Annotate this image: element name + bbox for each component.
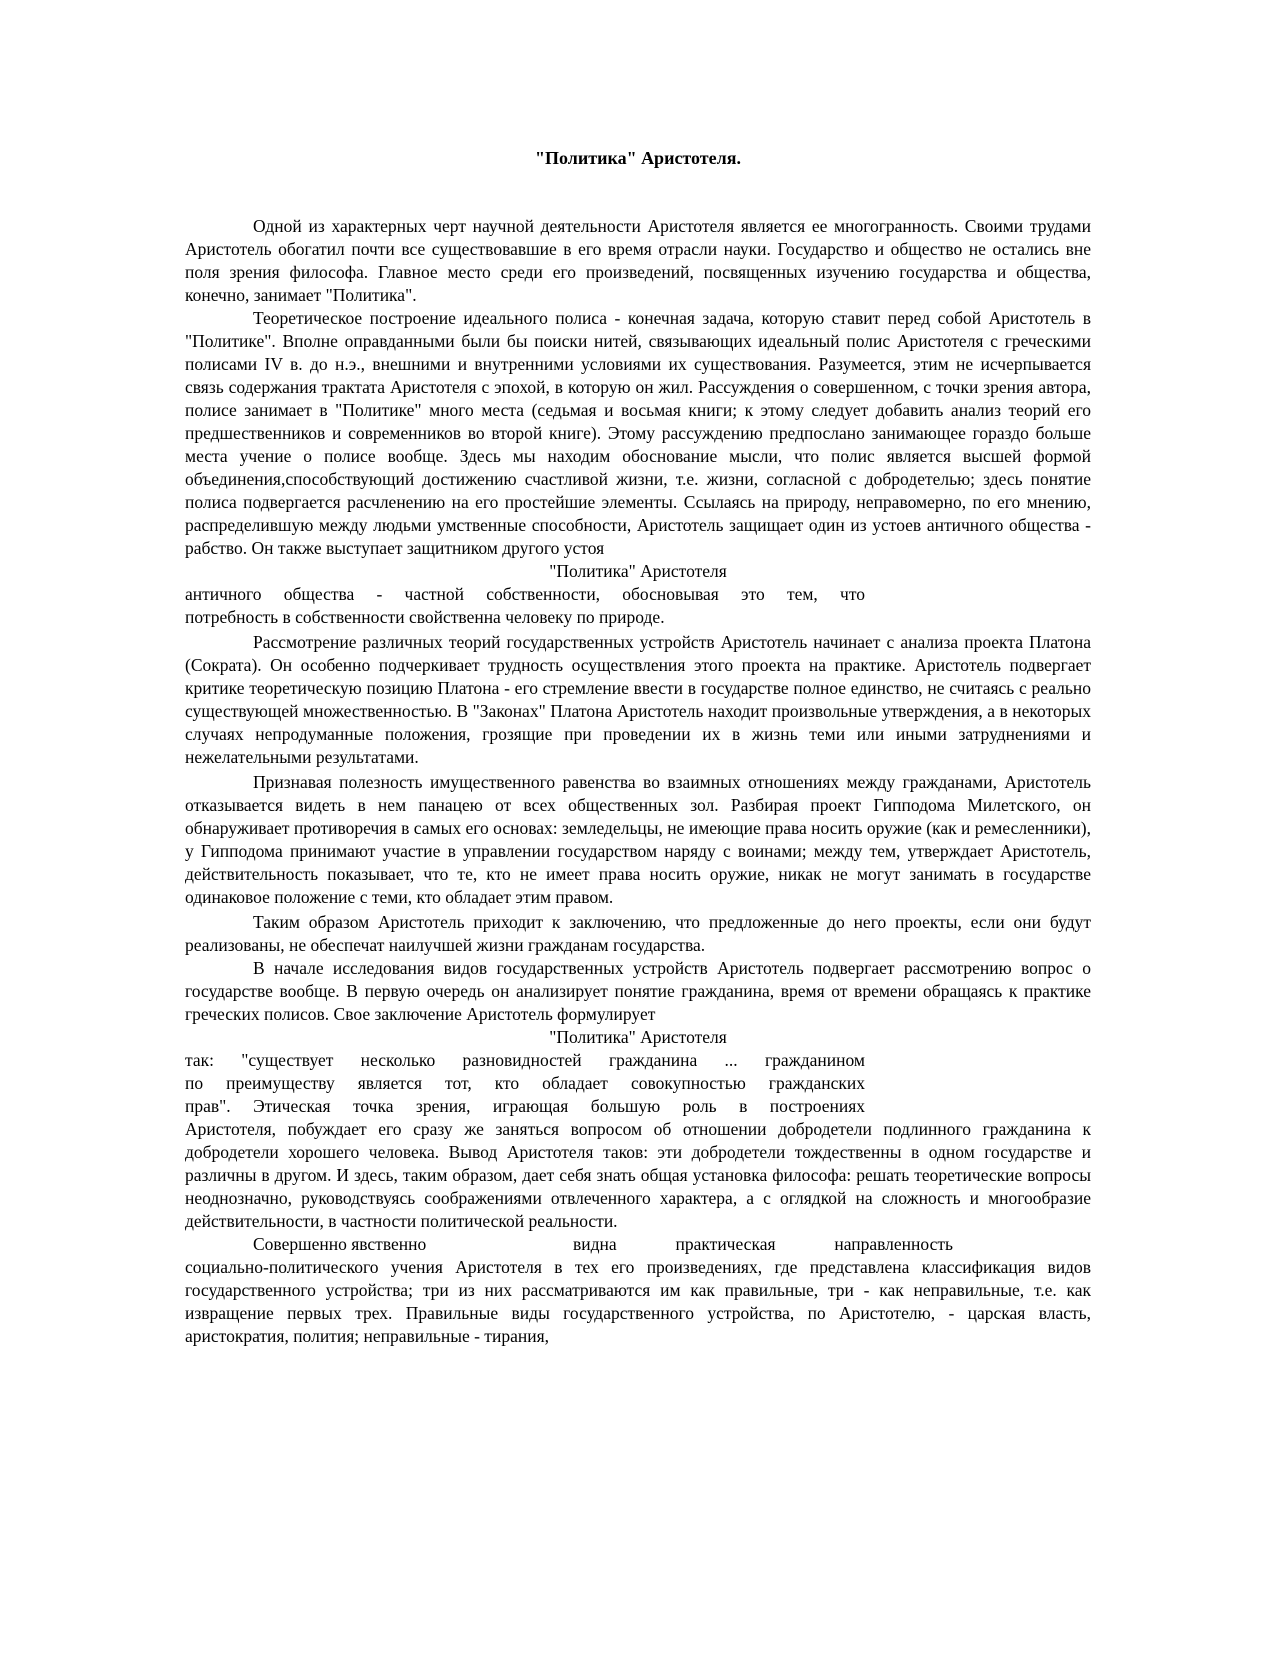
paragraph-6-continuation: Аристотеля, побуждает его сразу же заняться вопросом об отношении добродетели подлинного гражданина к добродетели хорошего человека. Вывод Аристотеля таков: эти добродетели тождественны в одном государстве и различны в другом. И здесь, таким образом, дает себя знать общая установка философа: решать теоретические вопросы неоднозначно, руководствуясь соображениями отвлеченного характера, а с оглядкой на сложность и многообразие действительности, в частности политической реальности. bbox=[185, 1119, 1091, 1231]
paragraph-3: Рассмотрение различных теорий государственных устройств Аристотель начинает с анализа проекта Платона (Сократа). Он особенно подчеркивает трудность осуществления этого проекта на практике. Аристотель подвергает критике теоретическую позицию Платона - его стремление ввести в государстве полное единство, не считаясь с реально существующей множественностью. В "Законах" Платона Аристотель находит произвольные утверждения, а в некоторых случаях непродуманные положения, грозящие при проведении их в жизнь теми или иными затруднениями и нежелательными результатами. bbox=[185, 632, 1091, 767]
paragraph-7-first-line bbox=[185, 1233, 1091, 1256]
paragraph-5: Таким образом Аристотель приходит к заключению, что предложенные до него проекты, если они будут реализованы, не обеспечат наилучшей жизни гражданам государства. bbox=[185, 912, 1091, 955]
document-body bbox=[185, 215, 1091, 1348]
paragraph-6-continuation-line-1: так: "существует несколько разновидностей гражданина ... гражданином bbox=[185, 1050, 865, 1070]
running-header-1: "Политика" Аристотеля bbox=[549, 561, 727, 581]
paragraph-7-line-start: Совершенно явственно bbox=[253, 1234, 427, 1254]
document-title: "Политика" Аристотеля. bbox=[535, 148, 741, 168]
paragraph-1: Одной из характерных черт научной деятельности Аристотеля является ее многогранность. Своими трудами Аристотель обогатил почти все существовавшие в его время отрасли науки. Государство и общество не остались вне поля зрения философа. Главное место среди его произведений, посвященных изучению государства и общества, конечно, занимает "Политика". bbox=[185, 216, 1091, 305]
paragraph-7-word-2: практическая bbox=[675, 1234, 776, 1254]
paragraph-2-continuation-line-2: потребность в собственности свойственна человеку по природе. bbox=[185, 607, 665, 627]
paragraph-7: социально-политического учения Аристотеля в тех его произведениях, где представлена классификация видов государственного устройства; три из них рассматриваются им как правильные, три - как неправильные, т.е. как извращение первых трех. Правильные виды государственного устройства, по Аристотелю, - царская власть, аристократия, полития; неправильные - тирания, bbox=[185, 1257, 1091, 1346]
paragraph-6-continuation-line-3: прав". Этическая точка зрения, играющая большую роль в построениях bbox=[185, 1096, 865, 1116]
paragraph-7-line-end bbox=[573, 1233, 953, 1256]
paragraph-2: Теоретическое построение идеального полиса - конечная задача, которую ставит перед собой Аристотель в "Политике". Вполне оправданными были бы поиски нитей, связывающих идеальный полис Аристотеля с греческими полисами IV в. до н.э., внешними и внутренними условиями их существования. Разумеется, этим не исчерпывается связь содержания трактата Аристотеля с эпохой, в которую он жил. Рассуждения о совершенном, с точки зрения автора, полисе занимает в "Политике" много места (седьмая и восьмая книги; к этому следует добавить анализ теорий его предшественников и современников во второй книге). Этому рассуждению предпослано занимающее гораздо больше места учение о полисе вообще. Здесь мы находим обоснование мысли, что полис является высшей формой объединения,способствующий достижению счастливой жизни, т.е. жизни, согласной с добродетелью; здесь понятие полиса подвергается расчленению на его простейшие элементы. Ссылаясь на природу, неправомерно, по его мнению, распределившую между людьми умственные способности, Аристотель защищает один из устоев античного общества - рабство. Он также выступает защитником другого устоя bbox=[185, 308, 1091, 558]
paragraph-2-continuation-line-1: античного общества - частной собственности, обосновывая это тем, что bbox=[185, 584, 865, 604]
paragraph-6: В начале исследования видов государственных устройств Аристотель подвергает рассмотрению вопрос о государстве вообще. В первую очередь он анализирует понятие гражданина, время от времени обращаясь к практике греческих полисов. Свое заключение Аристотель формулирует bbox=[185, 958, 1091, 1024]
paragraph-6-continuation-line-2: по преимуществу является тот, кто обладает совокупностью гражданских bbox=[185, 1073, 865, 1093]
paragraph-7-word-3: направленность bbox=[834, 1234, 953, 1254]
running-header-2: "Политика" Аристотеля bbox=[549, 1027, 727, 1047]
paragraph-4: Признавая полезность имущественного равенства во взаимных отношениях между гражданами, Аристотель отказывается видеть в нем панацею от всех общественных зол. Разбирая проект Гипподома Милетского, он обнаруживает противоречия в самых его основах: земледельцы, не имеющие права носить оружие (как и ремесленники), у Гипподома принимают участие в управлении государством наряду с воинами; между тем, утверждает Аристотель, действительность показывает, что те, кто не имеет права носить оружие, никак не могут занимать в государстве одинаковое положение с теми, кто обладает этим правом. bbox=[185, 772, 1091, 907]
paragraph-7-word-1: видна bbox=[573, 1234, 617, 1254]
